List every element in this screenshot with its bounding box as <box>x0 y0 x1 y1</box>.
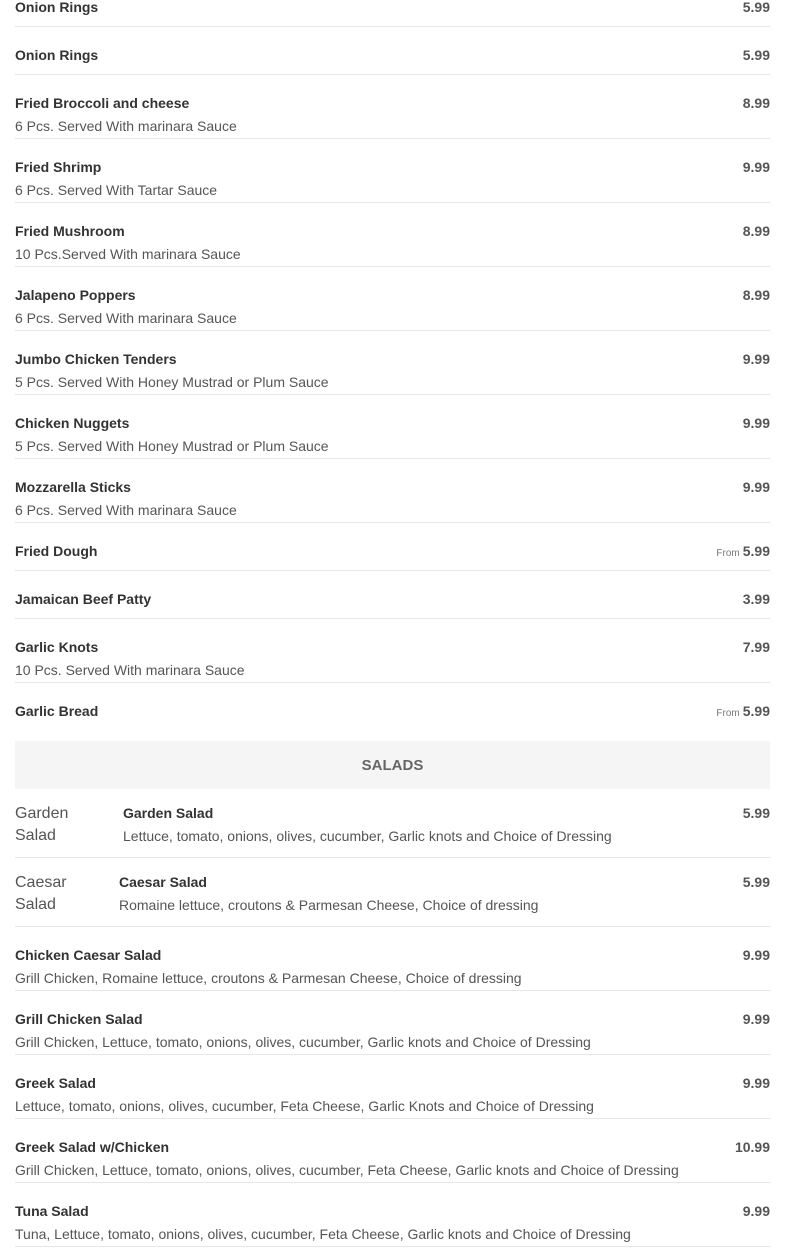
item-price <box>743 287 770 303</box>
menu-item[interactable] <box>15 0 770 27</box>
menu-item[interactable] <box>15 571 770 619</box>
menu-item[interactable] <box>15 927 770 991</box>
item-name: Fried Dough <box>15 543 98 559</box>
item-name: Onion Rings <box>15 47 99 63</box>
item-name: Jamaican Beef Patty <box>15 591 152 607</box>
item-description: Lettuce, tomato, onions, olives, cucumber, Feta Cheese, Garlic Knots and Choice of Dressing <box>15 1098 594 1114</box>
item-image: Garden Salad <box>15 805 69 844</box>
menu-item[interactable] <box>15 523 770 571</box>
item-name: Grill Chicken Salad <box>15 1011 143 1027</box>
item-price-value: 8.99 <box>742 95 770 111</box>
item-price <box>716 543 770 562</box>
item-name: Onion Rings <box>15 0 99 15</box>
item-price <box>743 1203 770 1219</box>
item-description: 5 Pcs. Served With Honey Mustrad or Plum Sauce <box>15 438 329 454</box>
item-name: Mozzarella Sticks <box>15 479 131 495</box>
item-name: Garlic Knots <box>15 639 99 655</box>
menu-item[interactable] <box>15 991 770 1055</box>
item-price <box>735 1139 770 1155</box>
item-price-value: 9.99 <box>742 947 770 963</box>
item-price <box>743 874 770 890</box>
menu-item[interactable] <box>15 619 770 683</box>
item-description: 6 Pcs. Served With Tartar Sauce <box>15 182 218 198</box>
item-price-value: 9.99 <box>742 1011 770 1027</box>
item-price <box>743 1011 770 1027</box>
item-price-value: 5.99 <box>742 543 770 559</box>
item-price <box>743 159 770 175</box>
menu-item[interactable] <box>15 1119 770 1183</box>
menu-item[interactable] <box>15 27 770 75</box>
menu-item[interactable] <box>15 1183 770 1247</box>
menu-item[interactable] <box>15 267 770 331</box>
item-price-value: 10.99 <box>734 1139 770 1155</box>
item-price <box>743 947 770 963</box>
menu-item[interactable] <box>15 683 770 731</box>
item-description: Grill Chicken, Lettuce, tomato, onions, olives, cucumber, Feta Cheese, Garlic knots and Choice of Dressing <box>15 1162 679 1178</box>
item-price-value: 9.99 <box>742 351 770 367</box>
menu-item[interactable] <box>15 459 770 523</box>
item-description: Romaine lettuce, croutons & Parmesan Cheese, Choice of dressing <box>119 897 539 913</box>
item-description: 6 Pcs. Served With marinara Sauce <box>15 118 237 134</box>
item-price <box>743 47 770 63</box>
item-price-value: 5.99 <box>742 703 770 719</box>
item-description: 6 Pcs. Served With marinara Sauce <box>15 310 237 326</box>
menu-item[interactable] <box>15 203 770 267</box>
item-name: Caesar Salad <box>119 874 207 890</box>
item-description: Grill Chicken, Lettuce, tomato, onions, olives, cucumber, Garlic knots and Choice of Dressing <box>15 1034 591 1050</box>
menu-list <box>15 0 770 1247</box>
item-price <box>743 223 770 239</box>
item-price <box>743 805 770 821</box>
item-price-value: 7.99 <box>742 639 770 655</box>
menu-item[interactable] <box>15 789 770 858</box>
menu-item[interactable] <box>15 858 770 927</box>
item-price <box>716 703 770 722</box>
item-price <box>743 1075 770 1091</box>
item-price-value: 9.99 <box>742 159 770 175</box>
item-description: Grill Chicken, Romaine lettuce, croutons & Parmesan Cheese, Choice of dressing <box>15 970 522 986</box>
item-price <box>743 0 770 15</box>
menu-item[interactable] <box>15 331 770 395</box>
menu-item[interactable] <box>15 139 770 203</box>
item-price <box>743 639 770 655</box>
menu-item[interactable] <box>15 75 770 139</box>
item-price-value: 8.99 <box>742 223 770 239</box>
section-header-salads: SALADS <box>15 741 770 789</box>
from-label: From <box>716 708 740 719</box>
item-price-value: 9.99 <box>742 1075 770 1091</box>
item-name: Jumbo Chicken Tenders <box>15 351 177 367</box>
item-price-value: 5.99 <box>742 805 770 821</box>
item-name: Garden Salad <box>123 805 214 821</box>
item-image: Caesar Salad <box>15 874 67 913</box>
item-price-value: 9.99 <box>742 1203 770 1219</box>
item-description: 10 Pcs.Served With marinara Sauce <box>15 246 241 262</box>
item-price-value: 8.99 <box>742 287 770 303</box>
item-name: Fried Shrimp <box>15 159 102 175</box>
item-name: Chicken Nuggets <box>15 415 130 431</box>
item-description: 10 Pcs. Served With marinara Sauce <box>15 662 245 678</box>
item-name: Greek Salad <box>15 1075 96 1091</box>
item-name: Tuna Salad <box>15 1203 89 1219</box>
item-price <box>743 479 770 495</box>
item-price-value: 5.99 <box>742 47 770 63</box>
item-price-value: 9.99 <box>742 415 770 431</box>
item-description: Lettuce, tomato, onions, olives, cucumber, Garlic knots and Choice of Dressing <box>123 828 612 844</box>
item-name: Fried Broccoli and cheese <box>15 95 190 111</box>
from-label: From <box>716 548 740 559</box>
item-name: Garlic Bread <box>15 703 99 719</box>
item-price <box>743 591 770 607</box>
item-price-value: 5.99 <box>742 874 770 890</box>
item-name: Jalapeno Poppers <box>15 287 136 303</box>
menu-item[interactable] <box>15 1055 770 1119</box>
item-name: Chicken Caesar Salad <box>15 947 162 963</box>
item-name: Fried Mushroom <box>15 223 125 239</box>
item-price <box>743 95 770 111</box>
item-price <box>743 351 770 367</box>
item-description: Tuna, Lettuce, tomato, onions, olives, cucumber, Feta Cheese, Garlic knots and Choice of Dressing <box>15 1226 631 1242</box>
item-price-value: 5.99 <box>742 0 770 15</box>
menu-item[interactable] <box>15 395 770 459</box>
item-price-value: 3.99 <box>742 591 770 607</box>
item-description: 5 Pcs. Served With Honey Mustrad or Plum Sauce <box>15 374 329 390</box>
item-price-value: 9.99 <box>742 479 770 495</box>
item-name: Greek Salad w/Chicken <box>15 1139 170 1155</box>
item-description: 6 Pcs. Served With marinara Sauce <box>15 502 237 518</box>
item-price <box>743 415 770 431</box>
